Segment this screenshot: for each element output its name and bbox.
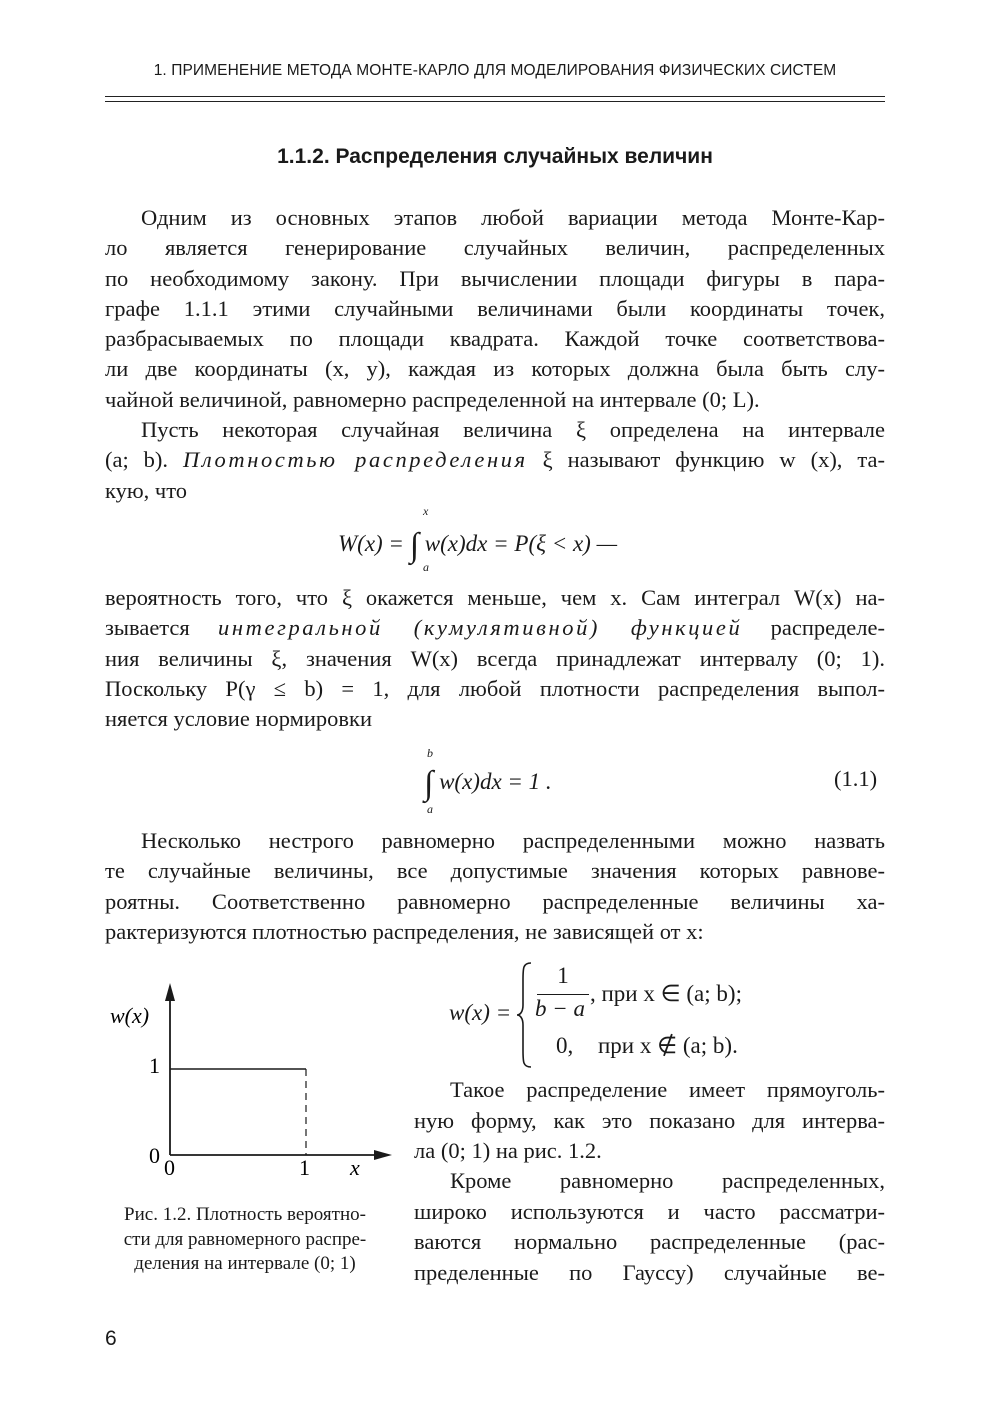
text-line: Такое распределение имеет прямоуголь- <box>450 1077 885 1102</box>
header-rule-bottom <box>105 101 885 102</box>
x-axis-arrow <box>374 1150 392 1160</box>
text-line: ло является генерирование случайных величин, распределенных <box>105 235 885 261</box>
paragraph-intro <box>105 203 885 415</box>
header-rule-top <box>105 96 885 97</box>
paragraph-gauss <box>414 1166 885 1288</box>
text-line: рактеризуются плотностью распределения, не зависящей от x: <box>105 918 704 944</box>
text-line: ную форму, как это показано для интерва- <box>414 1107 885 1133</box>
text-line: ваются нормально распределенные (рас- <box>414 1229 885 1254</box>
paragraph-rect-shape <box>414 1075 885 1167</box>
text-line: широко используются и часто рассматри- <box>414 1198 885 1224</box>
fraction-numerator: 1 <box>557 963 569 988</box>
text-line: роятны. Соответственно равномерно распределенные величины ха- <box>105 888 885 914</box>
x-tick-0: 0 <box>164 1155 175 1180</box>
text-line: Кроме равномерно распределенных, <box>450 1168 885 1193</box>
text-span: (a; b). <box>105 447 184 473</box>
text-line: Поскольку P(γ ≤ b) = 1, для любой плотности распределения выпол- <box>105 675 885 701</box>
formula-lhs: w(x) = <box>449 1000 512 1025</box>
x-axis-label: x <box>350 1155 360 1180</box>
formula-cdf <box>338 522 618 564</box>
text-line: няется условие нормировки <box>105 706 373 732</box>
case-2-condition: при x ∉ (a; b). <box>598 1033 738 1058</box>
text-line: чайной величиной, равномерно распределенной на интервале (0; L). <box>105 386 760 412</box>
text-line: ния величины ξ, значения W(x) всегда принадлежат интервалу (0; 1). <box>105 645 885 671</box>
paragraph-cdf <box>105 583 885 734</box>
text-line: кую, что <box>105 477 188 503</box>
x-tick-1: 1 <box>299 1155 310 1180</box>
text-line: те случайные величины, все допустимые значения которых равнове- <box>105 858 885 884</box>
running-header: 1. ПРИМЕНЕНИЕ МЕТОДА МОНТЕ-КАРЛО ДЛЯ МОДЕЛИРОВАНИЯ ФИЗИЧЕСКИХ СИСТЕМ <box>153 62 837 79</box>
text-line: пределенные по Гауссу) случайные ве- <box>414 1259 885 1285</box>
fraction-bar <box>537 994 589 995</box>
paragraph-density-def <box>105 415 885 506</box>
formula-normalization <box>424 760 552 802</box>
term-cumulative: интегральной (кумулятивной) функцией <box>218 615 743 641</box>
formula-body: w(x)dx = P(ξ < x) — <box>424 531 618 556</box>
paragraph-uniform <box>105 826 885 947</box>
left-brace <box>515 960 535 1070</box>
text-line: Несколько нестрого равномерно распределенными можно назвать <box>141 828 885 853</box>
text-line: вероятность того, что ξ окажется меньше, чем x. Сам интеграл W(x) на- <box>105 585 885 610</box>
formula-lhs: W(x) = <box>338 531 404 556</box>
page-number: 6 <box>105 1327 117 1350</box>
case-2-value: 0, <box>556 1033 574 1058</box>
text-span: зывается <box>105 615 219 641</box>
fraction-denominator: b − a <box>535 996 586 1021</box>
integral-sign: ∫ <box>409 527 420 564</box>
y-axis-label: w(x) <box>110 1003 150 1028</box>
formula-piecewise-lhs <box>449 1000 511 1026</box>
caption-line: деления на интервале (0; 1) <box>134 1253 356 1274</box>
caption-line: Рис. 1.2. Плотность вероятно- <box>124 1204 366 1225</box>
text-line: ла (0; 1) на рис. 1.2. <box>414 1138 602 1163</box>
formula-body: w(x)dx = 1 . <box>439 769 552 794</box>
section-title: 1.1.2. Распределения случайных величин <box>277 145 713 168</box>
integral-lower-limit: a <box>423 560 429 574</box>
y-tick-0: 0 <box>149 1143 160 1168</box>
text-line: Пусть некоторая случайная величина ξ определена на интервале <box>141 417 885 442</box>
text-line: Одним из основных этапов любой вариации метода Монте-Кар- <box>141 205 885 230</box>
term-density: Плотностью распределения <box>183 447 528 473</box>
integral-lower-limit: a <box>427 802 433 816</box>
text-line <box>105 445 885 475</box>
integral-upper-limit: b <box>427 746 433 760</box>
text-span: распределе- <box>742 615 885 641</box>
text-line <box>105 613 885 643</box>
text-line: графе 1.1.1 этими случайными величинами были координаты точек, <box>105 295 885 321</box>
figure-caption <box>105 1203 385 1277</box>
caption-line: сти для равномерного распре- <box>123 1228 367 1250</box>
integral-sign: ∫ <box>424 765 434 802</box>
equation-number: (1.1) <box>834 766 878 791</box>
text-line: по необходимому закону. При вычислении площади фигуры в пара- <box>105 265 885 291</box>
text-line: ли две координаты (x, y), каждая из которых должна была быть слу- <box>105 356 885 382</box>
y-axis-arrow <box>165 983 175 1001</box>
text-line: разбрасываемых по площади квадрата. Каждой точке соответствова- <box>105 326 885 352</box>
uniform-density-chart <box>100 975 400 1190</box>
text-span: ξ называют функцию w (x), та- <box>527 447 885 473</box>
integral-upper-limit: x <box>423 504 429 518</box>
case-1-condition: , при x ∈ (a; b); <box>590 981 742 1006</box>
y-tick-1: 1 <box>149 1053 160 1078</box>
